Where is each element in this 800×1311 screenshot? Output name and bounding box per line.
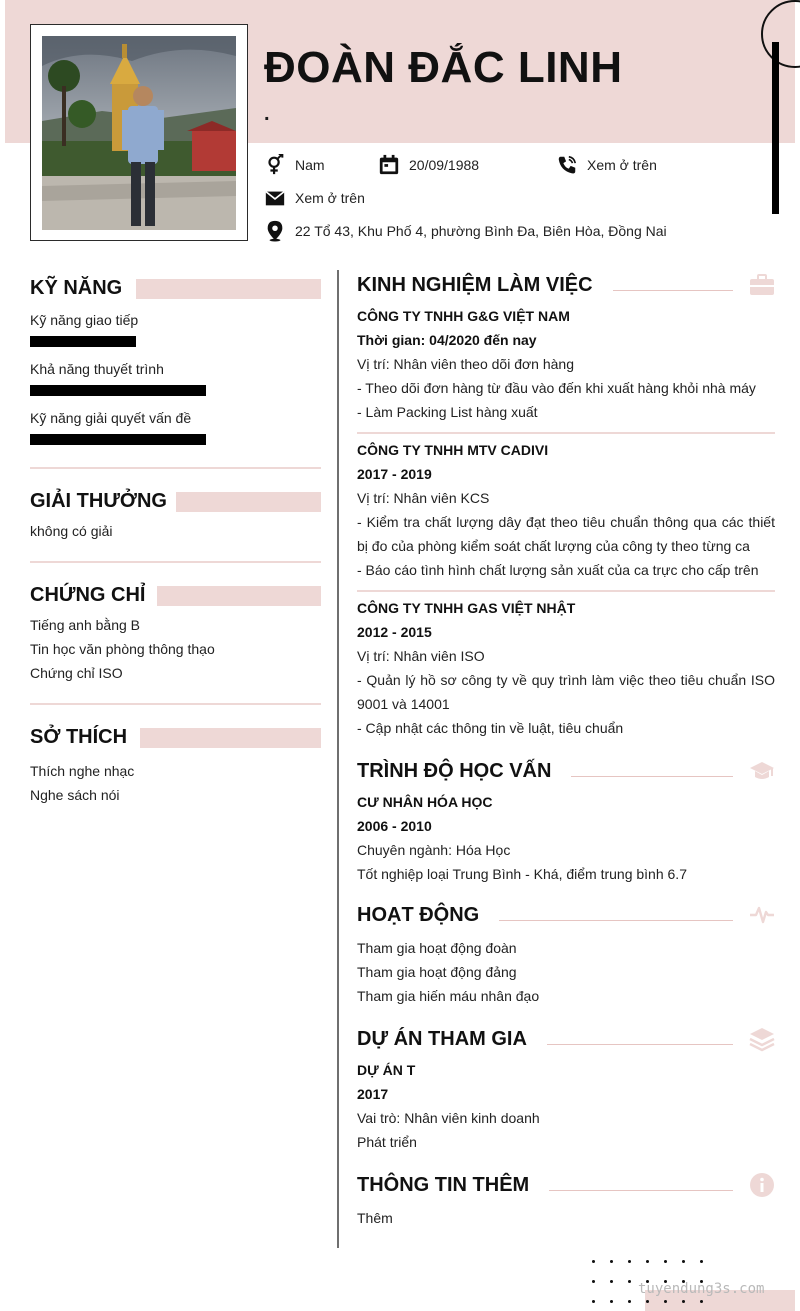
gender-row	[264, 154, 325, 176]
job-period: 2017 - 2019	[357, 466, 432, 482]
right-column	[357, 268, 775, 1230]
job-company: CÔNG TY TNHH G&G VIỆT NAM	[357, 308, 570, 324]
job-line: Vị trí: Nhân viên KCS	[357, 490, 490, 506]
decor-dot	[664, 1300, 667, 1303]
awards-section	[30, 483, 321, 543]
hobby-item: Nghe sách nói	[30, 787, 120, 803]
divider	[357, 432, 775, 434]
award-item: không có giải	[30, 523, 113, 539]
activity-line: Tham gia hiến máu nhân đạo	[357, 988, 540, 1004]
certificates-section	[30, 577, 321, 685]
skill-level-bar	[30, 385, 206, 396]
experience-title-line	[599, 290, 733, 291]
decor-dot	[592, 1300, 595, 1303]
skill-level-bar	[30, 336, 136, 347]
decor-dot	[610, 1260, 613, 1263]
graduation-cap-icon	[749, 758, 775, 784]
activities-title-line	[487, 920, 733, 921]
decor-dot	[664, 1260, 667, 1263]
job-line: Vị trí: Nhân viên theo dõi đơn hàng	[357, 356, 574, 372]
project-period: 2017	[357, 1086, 389, 1102]
decor-dot	[610, 1300, 613, 1303]
education-school: CƯ NHÂN HÓA HỌC	[357, 794, 493, 810]
skill-label: Kỹ năng giải quyết vấn đề	[30, 410, 192, 426]
phone-row	[556, 154, 657, 176]
experience-title: KINH NGHIỆM LÀM VIỆC	[357, 274, 613, 297]
decor-dot	[682, 1260, 685, 1263]
decor-dot	[628, 1280, 631, 1283]
skills-title: KỸ NĂNG	[30, 277, 123, 299]
candidate-name: ĐOÀN ĐẮC LINH	[264, 43, 623, 92]
skills-section	[30, 270, 321, 445]
location-pin-icon	[264, 220, 286, 242]
skill-label: Khả năng thuyết trình	[30, 361, 164, 377]
projects-title: DỰ ÁN THAM GIA	[357, 1028, 547, 1051]
decor-bar	[772, 42, 779, 214]
project-line: Vai trò: Nhân viên kinh doanh	[357, 1110, 540, 1126]
education-period: 2006 - 2010	[357, 818, 432, 834]
awards-title-bar	[176, 492, 321, 512]
envelope-icon	[264, 187, 286, 209]
phone-text: Xem ở trên	[587, 157, 657, 173]
activities-header	[357, 898, 775, 932]
divider	[30, 467, 321, 469]
hobby-item: Thích nghe nhạc	[30, 763, 135, 779]
job-line: - Quản lý hồ sơ công ty về quy trình làm việc theo tiêu chuẩn ISO 9001 và 14001	[357, 672, 775, 712]
hobbies-title-bar	[140, 728, 321, 748]
education-line: Chuyên ngành: Hóa Học	[357, 842, 511, 858]
education-header	[357, 754, 775, 788]
hobbies-title: SỞ THÍCH	[30, 726, 128, 748]
extra-title: THÔNG TIN THÊM	[357, 1174, 549, 1197]
decor-dot	[646, 1260, 649, 1263]
address-text: 22 Tổ 43, Khu Phố 4, phường Bình Đa, Biên Hòa, Đồng Nai	[295, 223, 667, 239]
birthdate-text: 20/09/1988	[409, 157, 480, 173]
project-line: Phát triển	[357, 1134, 417, 1150]
gender-icon	[264, 154, 286, 176]
job-line: Vị trí: Nhân viên ISO	[357, 648, 485, 664]
pulse-icon	[749, 902, 775, 928]
extra-header	[357, 1168, 775, 1202]
divider	[357, 590, 775, 592]
job-line: - Báo cáo tình hình chất lượng sản xuất của ca trực cho cấp trên	[357, 562, 759, 578]
project-name: DỰ ÁN T	[357, 1062, 416, 1078]
decor-dot	[646, 1300, 649, 1303]
left-column	[30, 270, 321, 807]
address-row	[264, 220, 667, 242]
calendar-icon	[378, 154, 400, 176]
divider	[30, 703, 321, 705]
certificates-title: CHỨNG CHỈ	[30, 584, 146, 606]
job-line: - Theo dõi đơn hàng từ đầu vào đến khi xuất hàng khỏi nhà máy	[357, 380, 756, 396]
email-text: Xem ở trên	[295, 190, 365, 206]
layers-icon	[749, 1026, 775, 1052]
education-title-line	[559, 776, 733, 777]
awards-title: GIẢI THƯỞNG	[30, 490, 167, 512]
job-period: 2012 - 2015	[357, 624, 432, 640]
briefcase-icon	[749, 272, 775, 298]
education-title: TRÌNH ĐỘ HỌC VẤN	[357, 760, 571, 783]
skill-label: Kỹ năng giao tiếp	[30, 312, 139, 328]
activity-line: Tham gia hoạt động đảng	[357, 964, 517, 980]
extra-line: Thêm	[357, 1210, 393, 1226]
info-icon	[749, 1172, 775, 1198]
decor-dot	[592, 1260, 595, 1263]
job-line: - Cập nhật các thông tin về luật, tiêu chuẩn	[357, 720, 624, 736]
certificate-item: Tiếng anh bằng B	[30, 617, 141, 633]
decor-dot	[682, 1300, 685, 1303]
decor-dot	[628, 1260, 631, 1263]
decor-dot	[592, 1280, 595, 1283]
email-row	[264, 187, 365, 209]
skill-level-bar	[30, 434, 206, 445]
phone-icon	[556, 154, 578, 176]
experience-header	[357, 268, 775, 302]
watermark: tuyendung3s.com	[638, 1281, 765, 1297]
column-divider	[337, 270, 339, 1248]
decor-dot	[700, 1300, 703, 1303]
decor-dot	[610, 1280, 613, 1283]
job-company: CÔNG TY TNHH GAS VIỆT NHẬT	[357, 600, 576, 616]
divider	[30, 561, 321, 563]
gender-text: Nam	[295, 157, 325, 173]
certificates-title-bar	[157, 586, 321, 606]
skills-title-bar	[136, 279, 321, 299]
activity-line: Tham gia hoạt động đoàn	[357, 940, 517, 956]
certificate-item: Chứng chỉ ISO	[30, 665, 123, 681]
decor-dot	[700, 1260, 703, 1263]
birthdate-row	[378, 154, 479, 176]
job-line: - Kiểm tra chất lượng dây đạt theo tiêu chuẩn thông qua các thiết bị đo của phòng kiểm soát chất lượng của công ty theo từng ca	[357, 514, 775, 554]
projects-header	[357, 1022, 775, 1056]
job-period: Thời gian: 04/2020 đến nay	[357, 332, 537, 348]
job-company: CÔNG TY TNHH MTV CADIVI	[357, 442, 549, 458]
education-line: Tốt nghiệp loại Trung Bình - Khá, điểm trung bình 6.7	[357, 866, 687, 882]
decor-dot	[628, 1300, 631, 1303]
projects-title-line	[536, 1044, 733, 1045]
candidate-title: .	[264, 103, 270, 125]
job-line: - Làm Packing List hàng xuất	[357, 404, 538, 420]
certificate-item: Tin học văn phòng thông thạo	[30, 641, 215, 657]
profile-photo	[42, 36, 236, 230]
hobbies-section	[30, 719, 321, 807]
extra-title-line	[540, 1190, 733, 1191]
activities-title: HOẠT ĐỘNG	[357, 904, 499, 927]
